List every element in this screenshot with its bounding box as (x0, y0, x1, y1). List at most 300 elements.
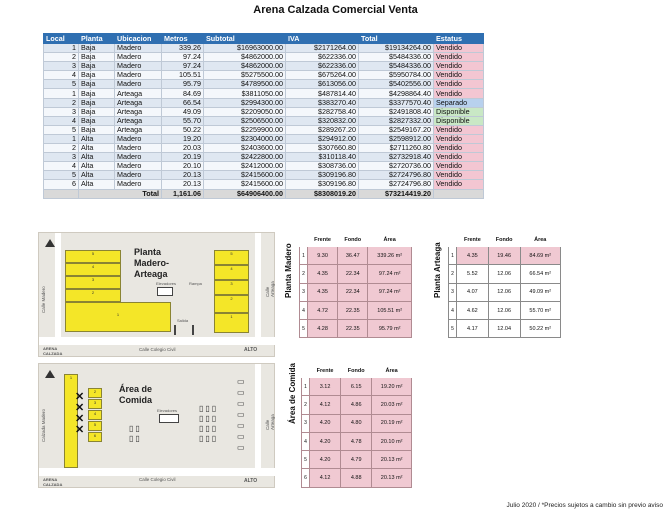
table-row (44, 80, 484, 89)
table-cell: Madero (115, 80, 162, 89)
table-cell: $383270.40 (286, 98, 359, 107)
mini-index: 1 (302, 378, 310, 396)
label-planta-arteaga: Planta Arteaga (433, 242, 442, 298)
mini-index: 3 (302, 414, 310, 432)
label-area-comida: Área de Comida (288, 363, 297, 424)
table-cell: Baja (79, 80, 115, 89)
table-cell: $308736.00 (286, 162, 359, 171)
table-cell: 5 (44, 171, 79, 180)
table-cell: 20.19 (162, 153, 204, 162)
column-header: Planta (79, 34, 115, 44)
table-cell: Madero (115, 44, 162, 53)
mini-cell: 22.34 (338, 283, 368, 301)
mini-row (449, 320, 561, 338)
mini-row (449, 301, 561, 319)
table-cell: $2259900.00 (204, 125, 286, 134)
mini-cell: 4.62 (457, 301, 489, 319)
table-planta-arteaga (448, 233, 561, 338)
lot-madero-5: 5 (65, 250, 121, 263)
table-cell: Baja (79, 71, 115, 80)
mini-index: 5 (300, 320, 308, 338)
mini-row (449, 283, 561, 301)
table-cell: $622336.00 (286, 62, 359, 71)
mini-cell: 4.20 (310, 414, 341, 432)
mini-header-row (449, 234, 561, 247)
footer-note: Julio 2020 / *Precios sujetos a cambio sin previo aviso (506, 502, 663, 509)
table-cell: $2491808.40 (359, 107, 434, 116)
lot-arteaga-3: 3 (214, 280, 249, 295)
status-cell: Vendido (434, 44, 484, 53)
tables-icon: ▯▯▯ ▯▯▯ ▯▯▯ ▯▯▯ (199, 404, 219, 443)
parking-icon (174, 325, 194, 335)
mini-column-header: Área (372, 365, 412, 378)
table-cell: 3 (44, 153, 79, 162)
table-cell: Baja (79, 89, 115, 98)
food-lot-4: 4 (88, 410, 102, 420)
street-right: Calle Arteaga (265, 414, 275, 430)
table-cell: 5 (44, 80, 79, 89)
column-header: Ubicacion (115, 34, 162, 44)
mini-cell: 105.51 m² (368, 301, 412, 319)
mini-header-row (300, 234, 412, 247)
food-court-area: 1 (64, 374, 78, 468)
table-cell: Arteaga (115, 116, 162, 125)
table-cell: $2827332.00 (359, 116, 434, 125)
status-cell: Vendido (434, 125, 484, 134)
sales-table (43, 33, 484, 199)
column-header: Local (44, 34, 79, 44)
status-cell: Disponible (434, 107, 484, 116)
mini-cell: 4.20 (310, 432, 341, 450)
table-cell: Alta (79, 180, 115, 189)
status-cell: Vendido (434, 171, 484, 180)
mini-cell: 4.35 (308, 265, 338, 283)
mini-cell: 20.03 m² (372, 396, 412, 414)
mini-header-blank (449, 234, 457, 247)
table-cell: $622336.00 (286, 53, 359, 62)
mini-column-header: Área (368, 234, 412, 247)
food-lot-5: 5 (88, 421, 102, 431)
table-cell: 3 (44, 62, 79, 71)
table-cell: $487814.40 (286, 89, 359, 98)
table-cell: $2403600.00 (204, 144, 286, 153)
table-cell: $294912.00 (286, 134, 359, 143)
mini-column-header: Frente (308, 234, 338, 247)
table-cell: $310118.40 (286, 153, 359, 162)
road-bottom (39, 468, 276, 476)
table-cell: $3811050.00 (204, 89, 286, 98)
table-cell: $289267.20 (286, 125, 359, 134)
mini-cell: 4.78 (341, 432, 372, 450)
street-bottom: Calle Colegio Civil (139, 477, 176, 482)
mini-cell: 20.13 m² (372, 451, 412, 469)
mini-cell: 4.72 (308, 301, 338, 319)
mini-row (302, 432, 412, 450)
status-cell: Vendido (434, 89, 484, 98)
lot-arteaga-2: 2 (214, 295, 249, 313)
lot-madero-4: 4 (65, 263, 121, 276)
mini-cell: 6.15 (341, 378, 372, 396)
mini-cell: 12.04 (488, 320, 520, 338)
road-vertical (55, 233, 61, 345)
status-cell: Vendido (434, 144, 484, 153)
table-cell: $16963000.00 (204, 44, 286, 53)
lot-madero-3: 3 (65, 276, 121, 289)
elevator-icon (159, 414, 179, 423)
table-cell: 20.13 (162, 171, 204, 180)
table-cell: 97.24 (162, 53, 204, 62)
status-cell: Vendido (434, 162, 484, 171)
table-cell: $2720736.00 (359, 162, 434, 171)
status-cell: Vendido (434, 80, 484, 89)
table-cell: 84.69 (162, 89, 204, 98)
cross-marks-icon: ✕ ✕ ✕ ✕ (75, 391, 85, 436)
mini-index: 2 (300, 265, 308, 283)
table-cell: $320832.00 (286, 116, 359, 125)
table-cell: $309196.80 (286, 180, 359, 189)
mini-cell: 50.22 m² (520, 320, 561, 338)
mini-cell: 12.06 (488, 301, 520, 319)
mini-column-header: Fondo (338, 234, 368, 247)
table-cell: $5484336.00 (359, 53, 434, 62)
mini-cell: 19.46 (488, 247, 520, 265)
table-cell: 1 (44, 89, 79, 98)
table-row (44, 107, 484, 116)
table-cell: Madero (115, 171, 162, 180)
column-header: Metros (162, 34, 204, 44)
mini-cell: 20.10 m² (372, 432, 412, 450)
table-cell: $2209050.00 (204, 107, 286, 116)
mini-column-header: Frente (457, 234, 489, 247)
lot-madero-2: 2 (65, 289, 121, 302)
table-cell: $2549167.20 (359, 125, 434, 134)
table-cell: Baja (79, 116, 115, 125)
ramp-label: Rampa (189, 281, 202, 286)
table-cell: 3 (44, 107, 79, 116)
table-cell: Baja (79, 44, 115, 53)
label-planta-madero: Planta Madero (284, 243, 293, 298)
food-lot-2: 2 (88, 388, 102, 398)
table-cell: $2415600.00 (204, 180, 286, 189)
status-cell: Vendido (434, 134, 484, 143)
mini-column-header: Fondo (341, 365, 372, 378)
table-cell: $2994300.00 (204, 98, 286, 107)
mini-row (300, 265, 412, 283)
table-cell: Arteaga (115, 107, 162, 116)
mini-cell: 49.09 m² (520, 283, 561, 301)
lot-arteaga-1: 1 (214, 313, 249, 333)
mini-cell: 339.26 m² (368, 247, 412, 265)
logo-triangle-icon (45, 239, 55, 247)
mini-cell: 12.06 (488, 265, 520, 283)
table-row (44, 116, 484, 125)
status-cell: Vendido (434, 153, 484, 162)
road-right (255, 233, 261, 345)
status-cell: Vendido (434, 71, 484, 80)
table-cell: $282758.40 (286, 107, 359, 116)
table-cell: $2506500.00 (204, 116, 286, 125)
column-header: IVA (286, 34, 359, 44)
column-header: Total (359, 34, 434, 44)
table-row (44, 89, 484, 98)
table-cell: 4 (44, 162, 79, 171)
mini-cell: 84.69 m² (520, 247, 561, 265)
column-header: Estatus (434, 34, 484, 44)
table-cell: Madero (115, 71, 162, 80)
table-cell: Arteaga (115, 89, 162, 98)
mini-row (302, 451, 412, 469)
table-cell: $4298864.40 (359, 89, 434, 98)
mini-row (302, 469, 412, 487)
street-right: Calle Arteaga (265, 281, 275, 297)
table-cell: 6 (44, 180, 79, 189)
mini-index: 4 (449, 301, 457, 319)
mini-cell: 4.20 (310, 451, 341, 469)
table-cell: 66.54 (162, 98, 204, 107)
mini-cell: 12.06 (488, 283, 520, 301)
table-cell: 2 (44, 53, 79, 62)
table-cell: $5950784.00 (359, 71, 434, 80)
table-cell: $2711260.80 (359, 144, 434, 153)
mini-index: 2 (302, 396, 310, 414)
table-cell: Arteaga (115, 98, 162, 107)
mini-index: 2 (449, 265, 457, 283)
table-cell: $4862000.00 (204, 53, 286, 62)
table-cell: $613056.00 (286, 80, 359, 89)
logo-left: ARENA CALZADA (43, 477, 63, 487)
street-left: Calle Madero (41, 286, 46, 313)
food-lot-3: 3 (88, 399, 102, 409)
lot-madero-1: 1 (65, 302, 171, 332)
table-area-comida (301, 364, 412, 488)
table-cell: 20.10 (162, 162, 204, 171)
table-cell: 50.22 (162, 125, 204, 134)
mini-cell: 4.12 (310, 396, 341, 414)
table-cell: $5402556.00 (359, 80, 434, 89)
status-cell: Separado (434, 98, 484, 107)
table-cell: 4 (44, 116, 79, 125)
road-bottom (39, 337, 276, 345)
table-cell: $5275500.00 (204, 71, 286, 80)
status-cell: Vendido (434, 180, 484, 189)
table-cell: Madero (115, 144, 162, 153)
status-cell: Disponible (434, 116, 484, 125)
table-cell: Alta (79, 134, 115, 143)
mini-row (300, 283, 412, 301)
table-row (44, 180, 484, 189)
total-blank (434, 189, 484, 198)
table-cell: Baja (79, 53, 115, 62)
road-right (255, 364, 261, 476)
mini-cell: 66.54 m² (520, 265, 561, 283)
table-cell: 55.70 (162, 116, 204, 125)
tables-right-icon: ▭ ▭ ▭ ▭ ▭ ▭ ▭ (237, 377, 245, 452)
table-cell: 1 (44, 44, 79, 53)
mini-index: 5 (449, 320, 457, 338)
exit-label: Salida (177, 318, 189, 323)
mini-cell: 20.19 m² (372, 414, 412, 432)
mini-row (302, 414, 412, 432)
mini-cell: 4.07 (457, 283, 489, 301)
total-blank (44, 189, 79, 198)
table-cell: 97.24 (162, 62, 204, 71)
elevator-label: Elevadores (156, 281, 177, 286)
mini-cell: 20.13 m² (372, 469, 412, 487)
table-cell: $2598912.00 (359, 134, 434, 143)
elevator-icon (157, 287, 173, 296)
mini-cell: 97.24 m² (368, 283, 412, 301)
mini-cell: 22.34 (338, 265, 368, 283)
table-cell: $3377570.40 (359, 98, 434, 107)
table-cell: Madero (115, 180, 162, 189)
mini-cell: 4.35 (457, 247, 489, 265)
street-left: Calzada Madero (41, 408, 46, 442)
elevator-label: Elevadores (157, 408, 178, 413)
mini-row (300, 320, 412, 338)
table-cell: $2732918.40 (359, 153, 434, 162)
table-cell: $309196.80 (286, 171, 359, 180)
table-cell: 20.13 (162, 180, 204, 189)
mini-cell: 4.86 (341, 396, 372, 414)
mini-cell: 4.17 (457, 320, 489, 338)
mini-cell: 4.28 (308, 320, 338, 338)
table-cell: 2 (44, 144, 79, 153)
total-row (44, 189, 484, 198)
table-cell: $2304000.00 (204, 134, 286, 143)
mini-cell: 36.47 (338, 247, 368, 265)
food-lot-6: 6 (88, 432, 102, 442)
table-cell: Arteaga (115, 125, 162, 134)
page-title: Arena Calzada Comercial Venta (253, 4, 418, 16)
table-cell: Madero (115, 153, 162, 162)
mini-cell: 5.52 (457, 265, 489, 283)
mini-cell: 9.30 (308, 247, 338, 265)
lot-arteaga-5: 5 (214, 250, 249, 265)
table-cell: 4 (44, 71, 79, 80)
mini-row (449, 247, 561, 265)
mini-cell: 19.20 m² (372, 378, 412, 396)
table-cell: Alta (79, 153, 115, 162)
table-cell: 1 (44, 134, 79, 143)
table-cell: Alta (79, 162, 115, 171)
table-cell: $2724796.80 (359, 180, 434, 189)
status-cell: Vendido (434, 53, 484, 62)
mini-index: 3 (449, 283, 457, 301)
mini-index: 1 (300, 247, 308, 265)
floor-plan-baja (38, 232, 275, 357)
table-cell: Madero (115, 62, 162, 71)
table-header-row (44, 34, 484, 44)
total-subtotal: $64906400.00 (204, 189, 286, 198)
table-cell: Baja (79, 107, 115, 116)
mini-cell: 4.79 (341, 451, 372, 469)
mini-cell: 22.35 (338, 301, 368, 319)
logo-right: ALTO (244, 347, 258, 353)
plan-baja-title: Planta Madero-Arteaga (134, 247, 170, 279)
mini-row (302, 396, 412, 414)
table-cell: $4789500.00 (204, 80, 286, 89)
table-cell: $2724796.80 (359, 171, 434, 180)
mini-row (449, 265, 561, 283)
mini-row (300, 247, 412, 265)
tables-left-icon: ▯▯ ▯▯ (129, 424, 142, 443)
table-cell: Alta (79, 171, 115, 180)
table-cell: $4862000.00 (204, 62, 286, 71)
mini-cell: 4.35 (308, 283, 338, 301)
lot-arteaga-4: 4 (214, 265, 249, 280)
mini-cell: 95.79 m² (368, 320, 412, 338)
floor-plan-alta (38, 363, 275, 488)
mini-index: 4 (302, 432, 310, 450)
table-cell: $2415600.00 (204, 171, 286, 180)
street-bottom: Calle Colegio Civil (139, 347, 176, 352)
mini-cell: 4.80 (341, 414, 372, 432)
table-cell: Baja (79, 125, 115, 134)
table-cell: $5484336.00 (359, 62, 434, 71)
table-cell: 95.79 (162, 80, 204, 89)
table-row (44, 98, 484, 107)
table-cell: $2422800.00 (204, 153, 286, 162)
table-body (44, 44, 484, 199)
mini-cell: 4.12 (310, 469, 341, 487)
table-cell: 19.20 (162, 134, 204, 143)
mini-row (302, 378, 412, 396)
table-cell: 339.26 (162, 44, 204, 53)
mini-index: 4 (300, 301, 308, 319)
table-cell: $675264.00 (286, 71, 359, 80)
logo-left: ARENA CALZADA (43, 346, 63, 356)
table-cell: 5 (44, 125, 79, 134)
total-iva: $8308019.20 (286, 189, 359, 198)
table-cell: $19134264.00 (359, 44, 434, 53)
table-cell: Madero (115, 53, 162, 62)
logo-right: ALTO (244, 478, 258, 484)
table-cell: Baja (79, 98, 115, 107)
mini-header-blank (302, 365, 310, 378)
column-header: Subtotal (204, 34, 286, 44)
table-cell: $307660.80 (286, 144, 359, 153)
mini-header-blank (300, 234, 308, 247)
mini-header-row (302, 365, 412, 378)
mini-index: 1 (449, 247, 457, 265)
table-cell: Madero (115, 134, 162, 143)
mini-index: 5 (302, 451, 310, 469)
table-cell: $2412000.00 (204, 162, 286, 171)
logo-triangle-icon (45, 370, 55, 378)
table-cell: 49.09 (162, 107, 204, 116)
mini-cell: 97.24 m² (368, 265, 412, 283)
total-total: $73214419.20 (359, 189, 434, 198)
table-planta-madero (299, 233, 412, 338)
table-cell: Baja (79, 62, 115, 71)
table-cell: Madero (115, 162, 162, 171)
table-cell: Alta (79, 144, 115, 153)
mini-row (300, 301, 412, 319)
status-cell: Vendido (434, 62, 484, 71)
table-cell: 105.51 (162, 71, 204, 80)
mini-cell: 3.12 (310, 378, 341, 396)
table-cell: $2171264.00 (286, 44, 359, 53)
mini-index: 3 (300, 283, 308, 301)
table-cell: 20.03 (162, 144, 204, 153)
mini-index: 6 (302, 469, 310, 487)
mini-column-header: Fondo (488, 234, 520, 247)
mini-column-header: Área (520, 234, 561, 247)
mini-column-header: Frente (310, 365, 341, 378)
total-metros: 1,161.06 (162, 189, 204, 198)
table-cell: 2 (44, 98, 79, 107)
mini-cell: 55.70 m² (520, 301, 561, 319)
